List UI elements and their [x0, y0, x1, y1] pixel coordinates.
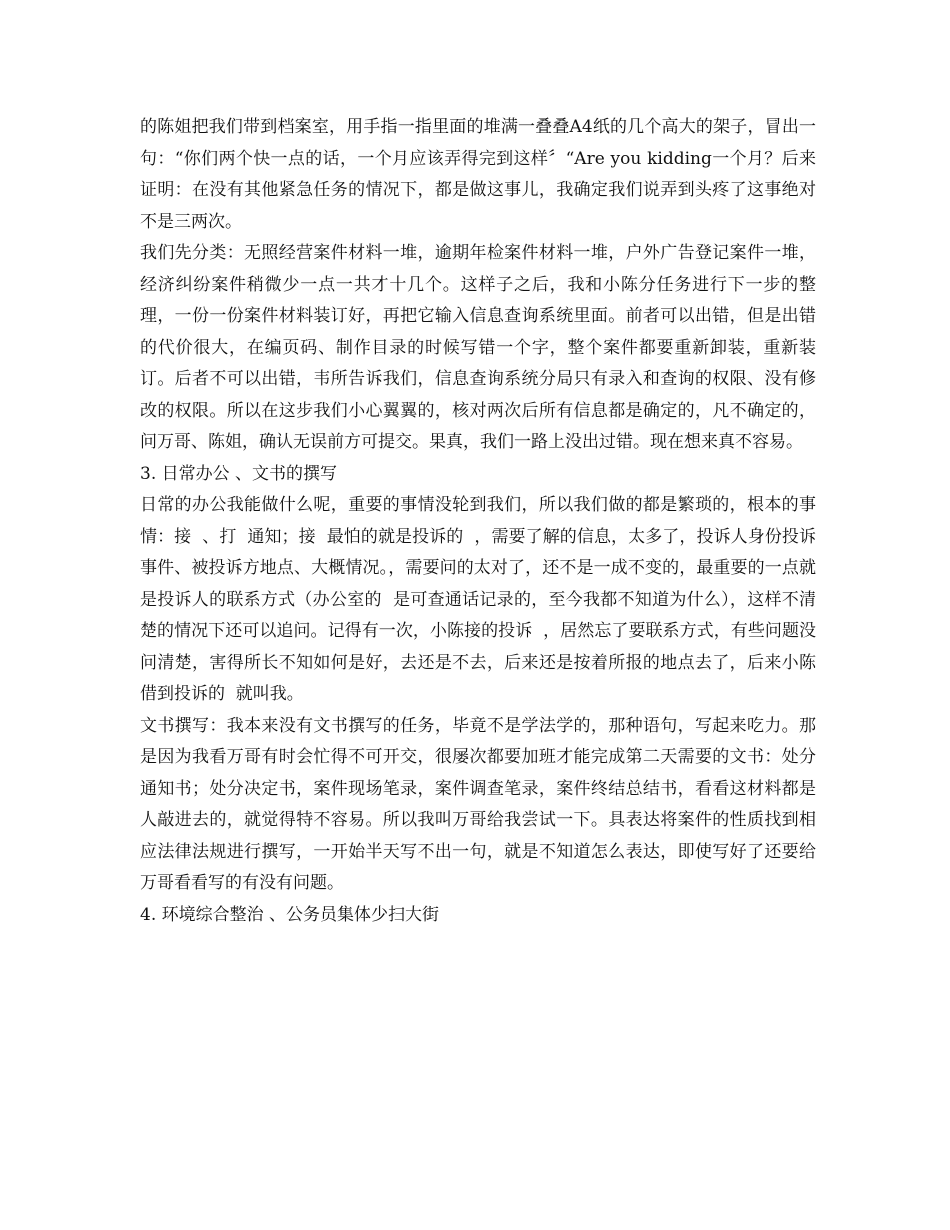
document-body: [140, 112, 816, 931]
paragraph-archive-room: 的陈姐把我们带到档案室，用手指一指里面的堆满一叠叠A4纸的几个高大的架子，冒出一句：“你们两个快一点的话，一个月应该弄得完到这样〞“Are you kidding一个月？后来证明：在没有其他紧急任务的情况下，都是做这事儿，我确定我们说弄到头疼了这事绝对不是三两次。: [140, 117, 816, 232]
paragraph-classification: 我们先分类：无照经营案件材料一堆，逾期年检案件材料一堆，户外广告登记案件一堆，经济纠纷案件稍微少一点一共才十几个。这样子之后，我和小陈分任务进行下一步的整理，一份一份案件材料装订好，再把它输入信息查询系统里面。前者可以出错，但是出错的代价很大，在编页码、制作目录的时候写错一个字，整个案件都要重新卸装，重新装订。后者不可以出错，韦所告诉我们，信息查询系统分局只有录入和查询的权限、没有修改的权限。所以在这步我们小心翼翼的，核对两次后所有信息都是确定的，凡不确定的，问万哥、陈姐，确认无误前方可提交。果真，我们一路上没出过错。现在想来真不容易。: [140, 243, 816, 452]
section-heading-daily-office: 3. 日常办公 、文书的撰写: [140, 463, 338, 484]
section-heading-environment: 4. 环境综合整治 、公务员集体少扫大街: [140, 904, 440, 925]
paragraph-document-writing: 文书撰写：我本来没有文书撰写的任务，毕竟不是学法学的，那种语句，写起来吃力。那是因为我看万哥有时会忙得不可开交，很屡次都要加班才能完成第二天需要的文书：处分通知书；处分决定书，案件现场笔录，案件调查笔录，案件终结总结书，看看这材料都是人敲进去的，就觉得特不容易。所以我叫万哥给我尝试一下。具表达将案件的性质找到相应法律法规进行撰写，一开始半天写不出一句，就是不知道怎么表达，即使写好了还要给万哥看看写的有没有问题。: [140, 715, 816, 893]
paragraph-daily-office: 日常的办公我能做什么呢，重要的事情没轮到我们，所以我们做的都是繁琐的，根本的事情：接 、打 通知；接 最怕的就是投诉的 ，需要了解的信息，太多了，投诉人身份投诉事件、被投诉方地点、大概情况。，需要问的太对了，还不是一成不变的，最重要的一点就是投诉人的联系方式（办公室的 是可查通话记录的，至今我都不知道为什么），这样不清楚的情况下还可以追问。记得有一次，小陈接的投诉 ，居然忘了要联系方式，有些问题没问清楚，害得所长不知如何是好，去还是不去，后来还是按着所报的地点去了，后来小陈借到投诉的 就叫我。: [140, 495, 816, 704]
